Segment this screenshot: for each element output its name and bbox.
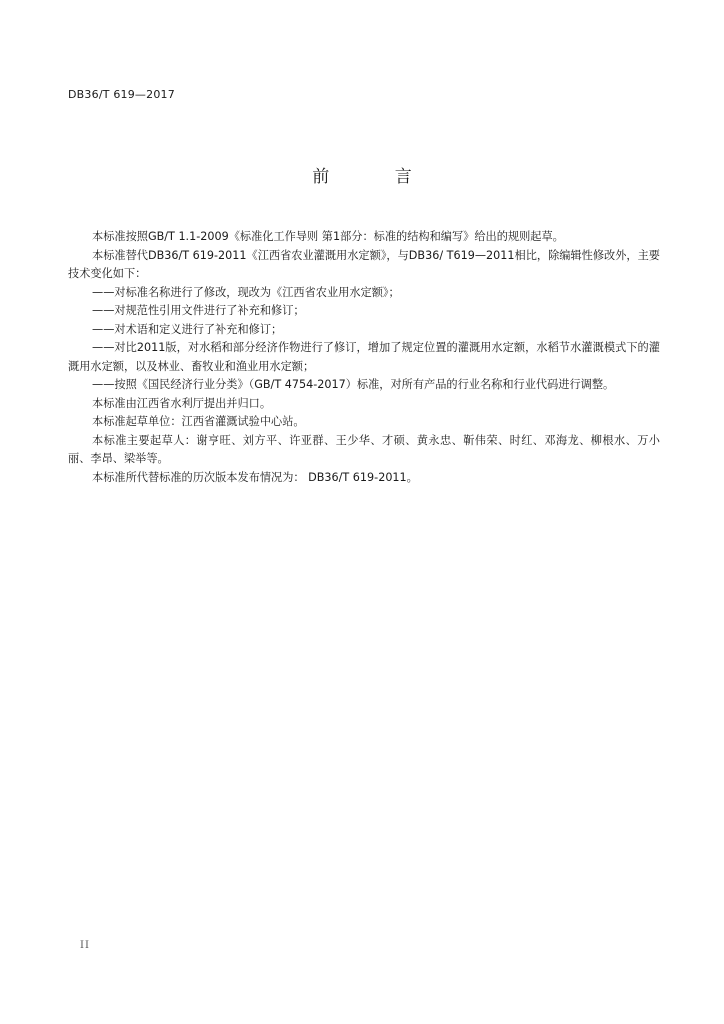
page-title: 前 言: [312, 167, 442, 187]
foreword-body: [68, 228, 660, 487]
paragraph-drafters: 本标准主要起草人：谢亨旺、刘方平、许亚群、王少华、才硕、黄永忠、靳伟荣、时红、邓海龙、柳根水、万小丽、李昂、梁举等。: [68, 433, 660, 465]
page-number: II: [80, 940, 90, 951]
change-item-references: ——对规范性引用文件进行了补充和修订；: [92, 304, 305, 317]
paragraph-drafting-rules: 本标准按照GB/T 1.1-2009《标准化工作导则 第1部分：标准的结构和编写》给出的规则起草。: [92, 230, 564, 243]
paragraph-replacement: 本标准替代DB36/T 619-2011《江西省农业灌溉用水定额》，与DB36/ T619—2011相比，除编辑性修改外，主要技术变化如下：: [68, 248, 660, 280]
change-item-terms: ——对术语和定义进行了补充和修订；: [92, 322, 283, 336]
paragraph-proposer: 本标准由江西省水利厅提出并归口。: [92, 396, 272, 410]
change-item-industry-codes: ——按照《国民经济行业分类》（GB/T 4754-2017）标准，对所有产品的行业名称和行业代码进行调整。: [92, 378, 615, 391]
paragraph-drafting-unit: 本标准起草单位：江西省灌溉试验中心站。: [92, 415, 305, 428]
change-item-crops: ——对比2011版，对水稻和部分经济作物进行了修订，增加了规定位置的灌溉用水定额，水稻节水灌溉模式下的灌溉用水定额，以及林业、畜牧业和渔业用水定额；: [68, 341, 660, 373]
change-item-title: ——对标准名称进行了修改，现改为《江西省农业用水定额》；: [92, 285, 400, 299]
standard-code-header: DB36/T 619—2017: [68, 88, 175, 101]
paragraph-version-history: 本标准所代替标准的历次版本发布情况为： DB36/T 619-2011。: [92, 470, 418, 484]
